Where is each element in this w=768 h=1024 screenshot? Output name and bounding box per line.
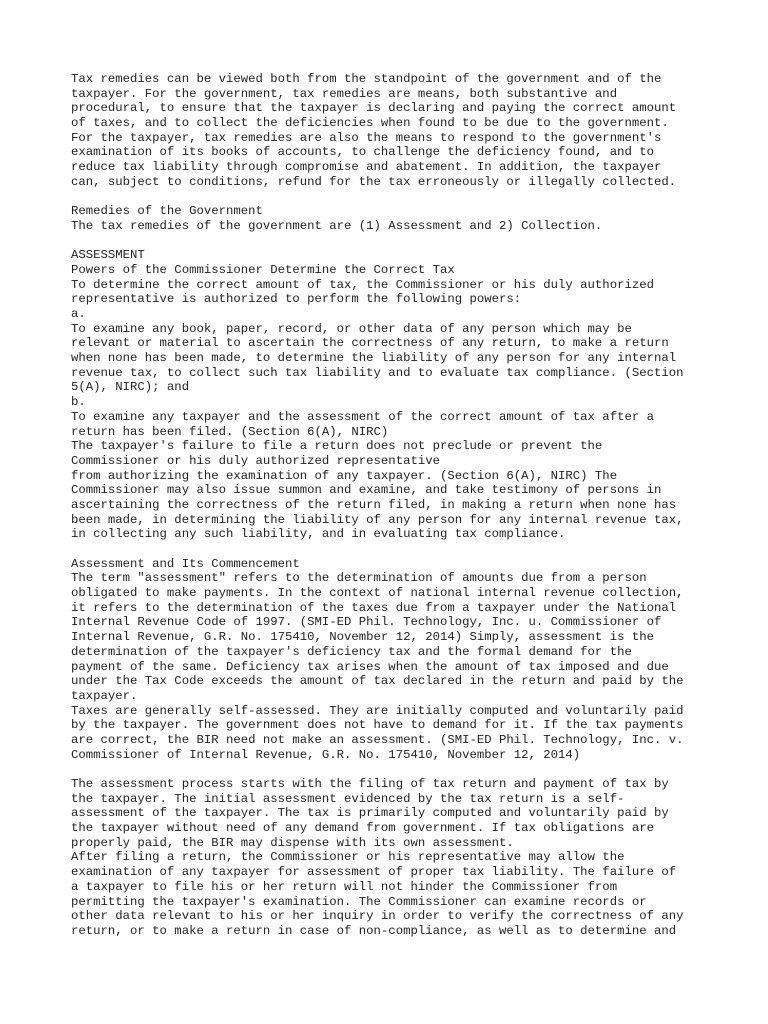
- text-line: Commissioner of Internal Revenue, G.R. No. 175410, November 12, 2014): [71, 747, 581, 762]
- text-line: To examine any taxpayer and the assessment of the correct amount of tax after a: [71, 409, 654, 424]
- text-line: To determine the correct amount of tax, the Commissioner or his duly authorized: [71, 277, 654, 292]
- text-line: when none has been made, to determine the liability of any person for any internal: [71, 351, 677, 366]
- text-line: the taxpayer without need of any demand from government. If tax obligations are: [71, 821, 654, 836]
- text-line: For the taxpayer, tax remedies are also the means to respond to the government's: [71, 130, 662, 145]
- text-line: relevant or material to ascertain the correctness of any return, to make a return: [71, 336, 669, 351]
- text-line: Powers of the Commissioner Determine the Correct Tax: [71, 262, 455, 277]
- text-line: other data relevant to his or her inquiry in order to verify the correctness of any: [71, 909, 684, 924]
- text-line: payment of the same. Deficiency tax arises when the amount of tax imposed and due: [71, 659, 669, 674]
- text-line: Commissioner or his duly authorized representative: [71, 453, 440, 468]
- blank-line: [71, 762, 711, 777]
- text-line: permitting the taxpayer's examination. The Commissioner can examine records or: [71, 894, 647, 909]
- text-line: properly paid, the BIR may dispense with its own assessment.: [71, 835, 514, 850]
- text-line: under the Tax Code exceeds the amount of tax declared in the return and paid by the: [71, 674, 684, 689]
- text-line: from authorizing the examination of any taxpayer. (Section 6(A), NIRC) The: [71, 468, 618, 483]
- text-line: can, subject to conditions, refund for the tax erroneously or illegally collected.: [71, 174, 677, 189]
- text-line: representative is authorized to perform the following powers:: [71, 292, 522, 307]
- blank-line: [71, 190, 711, 205]
- text-line: a.: [71, 307, 86, 321]
- text-line: The tax remedies of the government are (1) Assessment and 2) Collection.: [71, 218, 603, 233]
- text-line: After filing a return, the Commissioner or his representative may allow the: [71, 850, 625, 865]
- text-line: Taxes are generally self-assessed. They are initially computed and voluntarily paid: [71, 703, 684, 718]
- text-line: assessment of the taxpayer. The tax is primarily computed and voluntarily paid by: [71, 806, 669, 821]
- text-line: are correct, the BIR need not make an assessment. (SMI-ED Phil. Technology, Inc. v.: [71, 732, 684, 747]
- text-line: procedural, to ensure that the taxpayer is declaring and paying the correct amount: [71, 101, 677, 116]
- text-line: reduce tax liability through compromise and abatement. In addition, the taxpayer: [71, 160, 662, 175]
- document-body: [71, 72, 711, 939]
- text-line: return, or to make a return in case of non-compliance, as well as to determine and: [71, 923, 677, 938]
- text-line: been made, in determining the liability of any person for any internal revenue tax,: [71, 512, 684, 527]
- text-line: Commissioner may also issue summon and examine, and take testimony of persons in: [71, 483, 662, 498]
- text-line: Tax remedies can be viewed both from the standpoint of the government and of the: [71, 72, 662, 86]
- text-line: obligated to make payments. In the context of national internal revenue collection,: [71, 586, 684, 601]
- text-line: taxpayer. For the government, tax remedies are means, both substantive and: [71, 86, 618, 101]
- text-line: Assessment and Its Commencement: [71, 556, 300, 571]
- text-line: in collecting any such liability, and in evaluating tax compliance.: [71, 527, 566, 542]
- text-line: by the taxpayer. The government does not have to demand for it. If the tax payments: [71, 718, 684, 733]
- text-line: The term "assessment" refers to the determination of amounts due from a person: [71, 571, 647, 586]
- blank-line: [71, 234, 711, 249]
- text-line: revenue tax, to collect such tax liability and to evaluate tax compliance. (Section: [71, 365, 684, 380]
- text-line: The assessment process starts with the filing of tax return and payment of tax by: [71, 777, 669, 791]
- blank-line: [71, 542, 711, 557]
- text-line: of taxes, and to collect the deficiencies when found to be due to the government.: [71, 116, 669, 131]
- text-line: ascertaining the correctness of the return filed, in making a return when none has: [71, 497, 677, 512]
- text-line: Internal Revenue, G.R. No. 175410, November 12, 2014) Simply, assessment is the: [71, 630, 654, 645]
- text-line: Internal Revenue Code of 1997. (SMI-ED Phil. Technology, Inc. u. Commissioner of: [71, 615, 662, 630]
- text-line: To examine any book, paper, record, or other data of any person which may be: [71, 321, 632, 336]
- text-line: examination of its books of accounts, to challenge the deficiency found, and to: [71, 145, 654, 160]
- text-line: b.: [71, 395, 86, 410]
- text-line: a taxpayer to file his or her return will not hinder the Commissioner from: [71, 879, 618, 894]
- text-line: ASSESSMENT: [71, 248, 145, 263]
- text-line: examination of any taxpayer for assessment of proper tax liability. The failure of: [71, 865, 677, 880]
- text-line: it refers to the determination of the taxes due from a taxpayer under the National: [71, 600, 677, 615]
- text-line: The taxpayer's failure to file a return does not preclude or prevent the: [71, 439, 603, 454]
- text-line: determination of the taxpayer's deficiency tax and the formal demand for the: [71, 644, 632, 659]
- text-line: 5(A), NIRC); and: [71, 380, 190, 395]
- text-line: taxpayer.: [71, 688, 138, 703]
- text-line: the taxpayer. The initial assessment evidenced by the tax return is a self-: [71, 791, 625, 806]
- text-line: return has been filed. (Section 6(A), NIRC): [71, 424, 389, 439]
- text-line: Remedies of the Government: [71, 204, 263, 219]
